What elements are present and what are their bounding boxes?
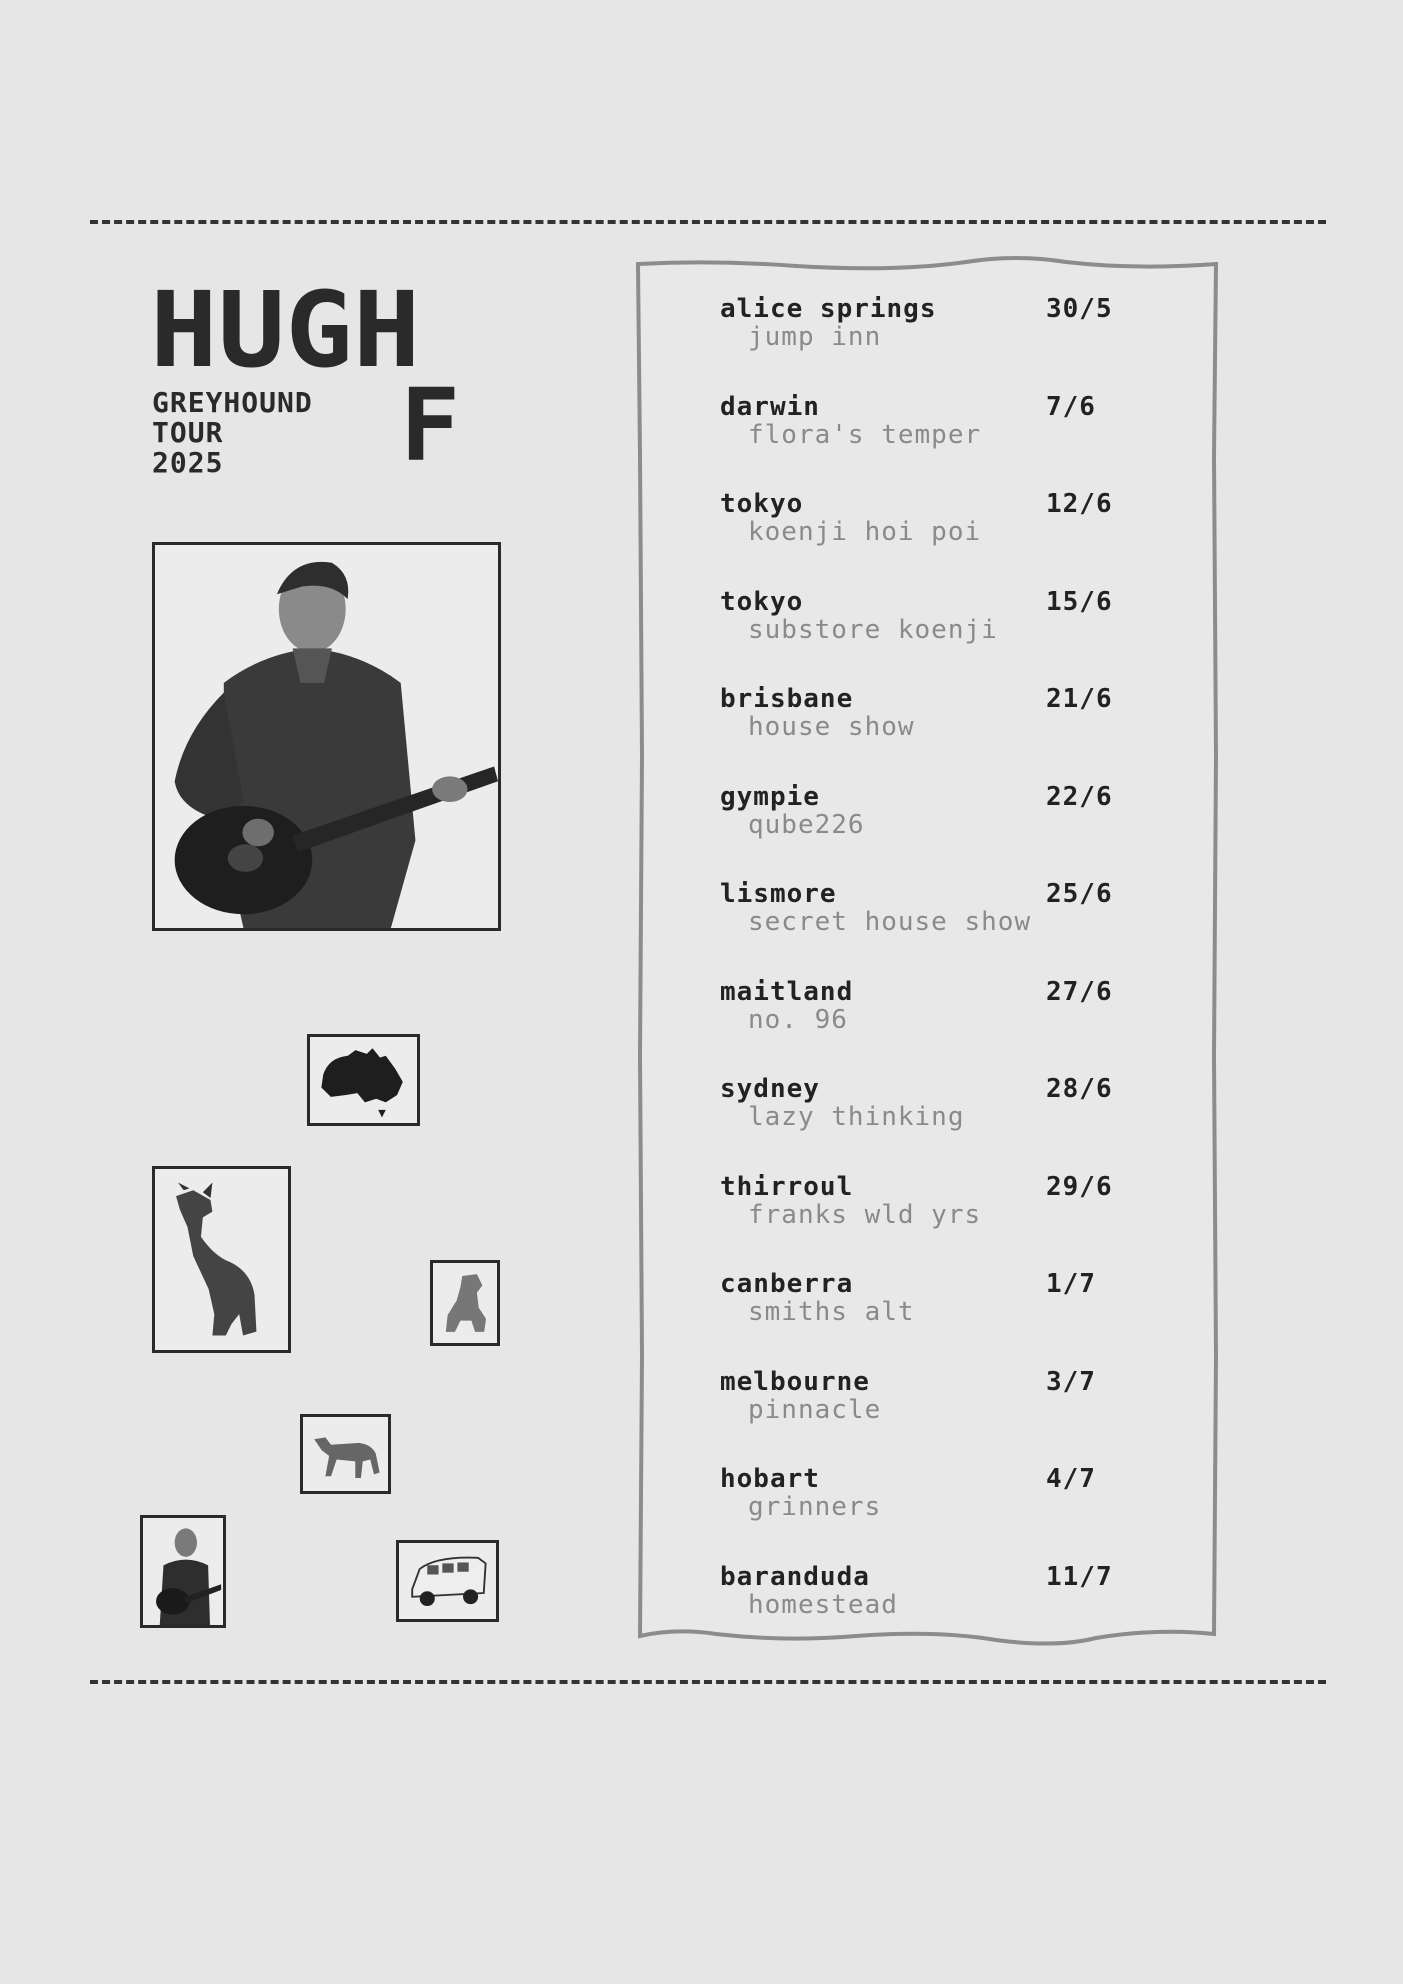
top-dashed-divider <box>90 220 1326 224</box>
tour-city: baranduda <box>720 1561 870 1592</box>
tour-city: tokyo <box>720 586 804 617</box>
australia-map-stamp <box>307 1034 420 1126</box>
tour-city: alice springs <box>720 294 937 324</box>
greyhound-bus-icon <box>399 1543 496 1619</box>
tour-venue: homestead <box>748 1589 898 1620</box>
tour-venue: smiths alt <box>748 1297 915 1327</box>
tour-date: 25/6 <box>1046 879 1113 909</box>
tour-date: 27/6 <box>1046 976 1113 1007</box>
tour-venue: substore koenji <box>748 614 998 645</box>
musician-photo <box>152 542 501 931</box>
tour-date: 29/6 <box>1046 1171 1113 1202</box>
tour-date-row <box>720 1269 1150 1367</box>
tour-dates-panel <box>636 256 1218 1646</box>
tour-date: 7/6 <box>1046 391 1096 422</box>
musician-with-guitar-icon <box>155 545 498 928</box>
greyhound-icon <box>303 1417 388 1491</box>
bus-stamp <box>396 1540 499 1622</box>
tour-date: 11/7 <box>1046 1561 1113 1592</box>
tour-date: 12/6 <box>1046 489 1113 519</box>
tour-date: 15/6 <box>1046 586 1113 617</box>
tour-date-row <box>720 977 1150 1075</box>
sitting-dog-icon <box>155 1169 288 1350</box>
tour-venue: qube226 <box>748 809 865 840</box>
tour-city: gympie <box>720 781 820 812</box>
tour-date-row <box>720 392 1150 490</box>
tour-venue: franks wld yrs <box>748 1199 982 1230</box>
tour-venue: secret house show <box>748 907 1032 937</box>
australia-map-icon <box>310 1037 417 1123</box>
tour-city: thirroul <box>720 1171 854 1202</box>
tour-venue: koenji hoi poi <box>748 517 982 547</box>
tour-date-row <box>720 1562 1150 1660</box>
tour-date: 21/6 <box>1046 684 1113 714</box>
tour-date: 22/6 <box>1046 781 1113 812</box>
tour-dates-list <box>720 294 1150 1659</box>
tour-city: canberra <box>720 1269 854 1299</box>
tour-city: melbourne <box>720 1366 870 1397</box>
artist-name: HUGH <box>150 269 421 391</box>
tour-city: tokyo <box>720 489 804 519</box>
tour-date-row <box>720 489 1150 587</box>
tour-date-row <box>720 1367 1150 1465</box>
sitting-dog-stamp <box>152 1166 291 1353</box>
tour-date: 4/7 <box>1046 1464 1096 1494</box>
small-dog-stamp <box>430 1260 500 1346</box>
tour-date-row <box>720 294 1150 392</box>
tour-city: sydney <box>720 1074 820 1104</box>
tour-venue: pinnacle <box>748 1394 882 1425</box>
small-dog-icon <box>433 1263 497 1343</box>
guitarist-stamp <box>140 1515 226 1628</box>
tour-venue: lazy thinking <box>748 1102 965 1132</box>
tour-date-row <box>720 782 1150 880</box>
artist-initial: F <box>400 367 463 484</box>
tour-date-row <box>720 1464 1150 1562</box>
bottom-dashed-divider <box>90 1680 1326 1684</box>
tour-title: GREYHOUND TOUR 2025 <box>152 386 313 479</box>
tour-date: 28/6 <box>1046 1074 1113 1104</box>
tour-venue: flora's temper <box>748 419 982 450</box>
tour-venue: house show <box>748 712 915 742</box>
tour-city: darwin <box>720 391 820 422</box>
tour-city: hobart <box>720 1464 820 1494</box>
tour-date-row <box>720 684 1150 782</box>
tour-city: brisbane <box>720 684 854 714</box>
tour-date-row <box>720 879 1150 977</box>
tour-venue: jump inn <box>748 322 882 352</box>
tour-city: lismore <box>720 879 837 909</box>
tour-venue: grinners <box>748 1492 882 1522</box>
tour-date-row <box>720 587 1150 685</box>
tour-date: 1/7 <box>1046 1269 1096 1299</box>
guitarist-icon <box>143 1518 223 1625</box>
tour-venue: no. 96 <box>748 1004 848 1035</box>
tour-city: maitland <box>720 976 854 1007</box>
tour-date: 3/7 <box>1046 1366 1096 1397</box>
tour-date-row <box>720 1074 1150 1172</box>
tour-date-row <box>720 1172 1150 1270</box>
tour-date: 30/5 <box>1046 294 1113 324</box>
greyhound-stamp <box>300 1414 391 1494</box>
